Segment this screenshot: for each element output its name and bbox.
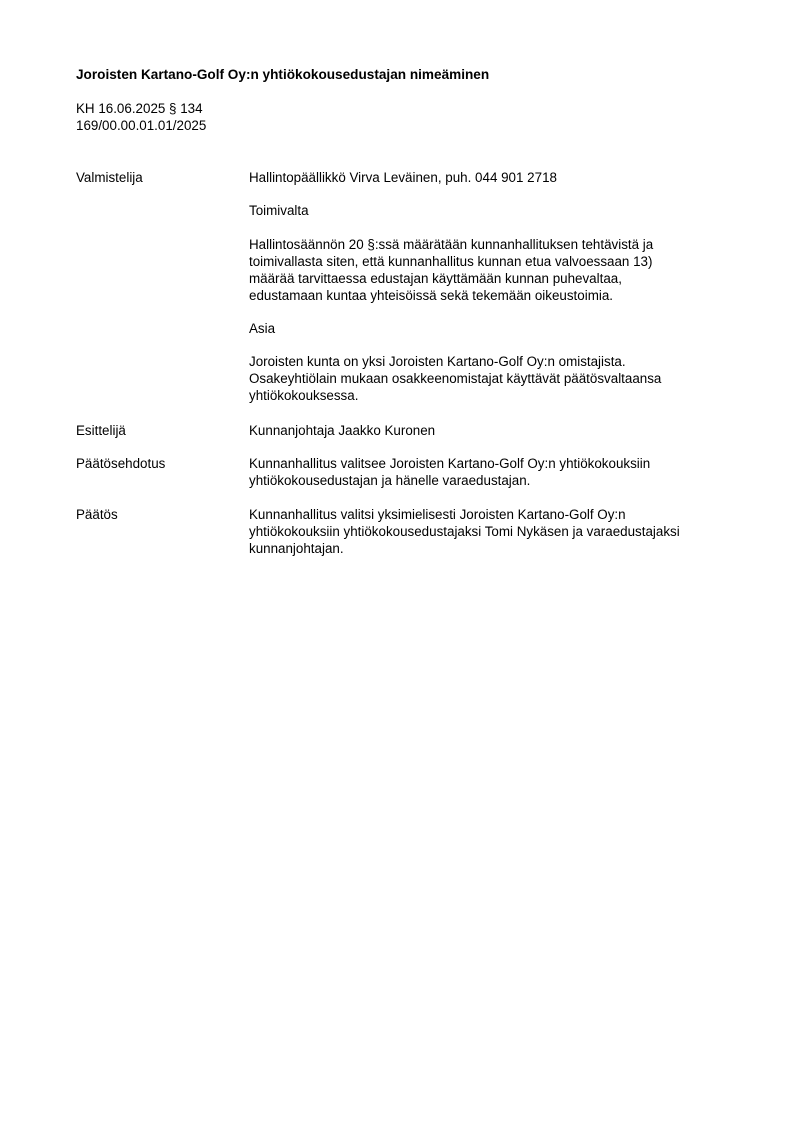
paragraph-line: Joroisten kunta on yksi Joroisten Kartano-Golf Oy:n omistajista.: [249, 354, 626, 369]
paragraph-line: kunnanjohtajan.: [249, 541, 344, 556]
paragraph-line: Hallintosäännön 20 §:ssä määrätään kunnanhallituksen tehtävistä ja: [249, 237, 654, 252]
paragraph-line: yhtiökokouksessa.: [249, 388, 359, 403]
valmistelija-preparer: [249, 169, 749, 186]
paatosehdotus-label: Päätösehdotus: [76, 456, 166, 471]
record-number: 169/00.00.01.01/2025: [76, 118, 207, 133]
paragraph-line: yhtiökokouksiin yhtiökokousedustajaksi Tomi Nykäsen ja varaedustajaksi: [249, 524, 680, 539]
paragraph-line: Kunnanhallitus valitsee Joroisten Kartano-Golf Oy:n yhtiökokouksiin: [249, 456, 651, 471]
paatos-label: Päätös: [76, 507, 118, 522]
paragraph-line: Kunnanhallitus valitsi yksimielisesti Joroisten Kartano-Golf Oy:n: [249, 507, 626, 522]
preparer-text: Hallintopäällikkö Virva Leväinen, puh. 044 901 2718: [249, 170, 557, 185]
paragraph-line: edustamaan kuntaa yhteisöissä sekä tekemään oikeustoimia.: [249, 288, 613, 303]
document-title: Joroisten Kartano-Golf Oy:n yhtiökokousedustajan nimeäminen: [76, 67, 490, 82]
paatosehdotus-paragraph: [249, 455, 749, 489]
asia-heading-text: Asia: [249, 321, 276, 336]
paatos-paragraph: [249, 506, 749, 557]
esittelija-label: Esittelijä: [76, 423, 126, 438]
asia-heading: [249, 320, 749, 337]
toimivalta-heading: [249, 202, 749, 219]
paragraph-line: yhtiökokousedustajan ja hänelle varaedustajan.: [249, 473, 531, 488]
presenter-text: Kunnanjohtaja Jaakko Kuronen: [249, 423, 436, 438]
reference-block: [76, 100, 206, 134]
esittelija-value: [249, 422, 749, 439]
paragraph-line: Osakeyhtiölain mukaan osakkeenomistajat käyttävät päätösvaltaansa: [249, 371, 662, 386]
meeting-reference: KH 16.06.2025 § 134: [76, 101, 203, 116]
toimivalta-heading-text: Toimivalta: [249, 203, 309, 218]
paragraph-line: määrää tarvittaessa edustajan käyttämään kunnan puhevaltaa,: [249, 271, 622, 286]
toimivalta-paragraph: [249, 236, 749, 304]
asia-paragraph: [249, 353, 749, 404]
paragraph-line: toimivallasta siten, että kunnanhallitus kunnan etua valvoessaan 13): [249, 254, 653, 269]
valmistelija-label: Valmistelija: [76, 170, 143, 185]
